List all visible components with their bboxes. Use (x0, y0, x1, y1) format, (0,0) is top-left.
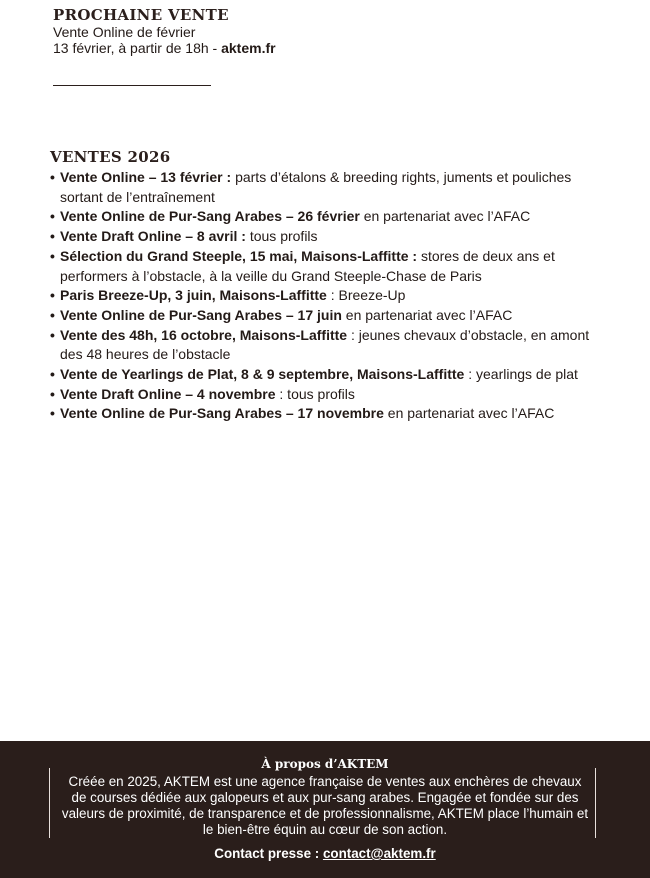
sale-item-description: stores de deux ans et performers à l’obstacle, à la veille du Grand Steeple-Chase de Paris (60, 247, 555, 284)
aktem-link[interactable]: aktem.fr (221, 40, 276, 56)
sale-item-title: Vente des 48h, 16 octobre, Maisons-Laffitte (60, 326, 348, 343)
divider-line (53, 85, 211, 86)
bullet: • (50, 169, 55, 185)
bullet: • (50, 326, 55, 343)
sale-item (50, 404, 610, 424)
bullet: • (50, 385, 55, 402)
sale-item (50, 306, 610, 326)
next-sale-date (53, 40, 276, 56)
about-text: Créée en 2025, AKTEM est une agence française de ventes aux enchères de chevaux de courses dédiée aux galopeurs et aux pur-sang arabes. Engagée et fondée sur des valeurs de proximité, de transparence et de professionnalisme, AKTEM place l’humain et le bien-être équin au cœur de son action. (61, 774, 589, 837)
contact-label: Contact presse : (214, 846, 323, 861)
sale-item-description: parts d’étalons & breeding rights, juments et pouliches sortant de l’entraînement (60, 169, 572, 205)
sale-item-description: tous profils (245, 228, 318, 245)
sale-item-title: Sélection du Grand Steeple, 15 mai, Maisons-Laffitte : (60, 247, 418, 264)
sale-item (50, 365, 610, 385)
sale-item (50, 286, 610, 306)
bullet: • (50, 366, 55, 383)
next-sale-title: PROCHAINE VENTE (53, 6, 229, 24)
sale-item-title: Vente de Yearlings de Plat, 8 & 9 septembre, Maisons-Laffitte (60, 366, 465, 383)
sale-item-title: Vente Online – 13 février : (60, 169, 232, 185)
footer-left-rule (49, 768, 50, 838)
bullet: • (50, 306, 55, 323)
sale-item (50, 207, 610, 227)
next-sale-name: Vente Online de février (53, 24, 196, 40)
sale-item-description: : yearlings de plat (464, 366, 578, 383)
bullet: • (50, 228, 55, 245)
bullet: • (50, 405, 55, 422)
about-title: À propos d’AKTEM (261, 757, 389, 771)
sale-item-title: Vente Online de Pur-Sang Arabes – 17 juin (60, 306, 342, 323)
press-contact (0, 846, 650, 861)
sale-item-title: Vente Online de Pur-Sang Arabes – 26 février (60, 208, 360, 225)
about-footer (0, 741, 650, 878)
bullet: • (50, 247, 55, 264)
sale-item (50, 326, 610, 365)
sale-item (50, 247, 610, 286)
sale-item-title: Paris Breeze-Up, 3 juin, Maisons-Laffitte (60, 287, 327, 304)
sale-item (50, 168, 610, 207)
contact-email-link[interactable]: contact@aktem.fr (322, 846, 436, 861)
sale-item-description: : tous profils (275, 385, 355, 402)
sales-2026-title: VENTES 2026 (50, 148, 171, 166)
sale-item-title: Vente Draft Online – 8 avril : (60, 228, 246, 245)
sale-item (50, 227, 610, 247)
sale-item-description: en partenariat avec l’AFAC (359, 208, 531, 225)
footer-right-rule (595, 768, 596, 838)
sales-2026-section (50, 148, 610, 424)
sale-item (50, 385, 610, 405)
bullet: • (50, 208, 55, 225)
sale-item-title: Vente Online de Pur-Sang Arabes – 17 novembre (60, 405, 384, 422)
bullet: • (50, 287, 55, 304)
next-sale-date-text: 13 février, à partir de 18h - (53, 40, 222, 56)
next-sale-section (53, 6, 276, 56)
sale-item-description: : jeunes chevaux d’obstacle, en amont des 48 heures de l’obstacle (60, 326, 590, 363)
sale-item-title: Vente Draft Online – 4 novembre (60, 385, 276, 402)
sale-item-description: en partenariat avec l’AFAC (383, 405, 555, 422)
sales-list (50, 168, 610, 424)
sale-item-description: : Breeze-Up (326, 287, 406, 304)
sale-item-description: en partenariat avec l’AFAC (341, 306, 513, 323)
